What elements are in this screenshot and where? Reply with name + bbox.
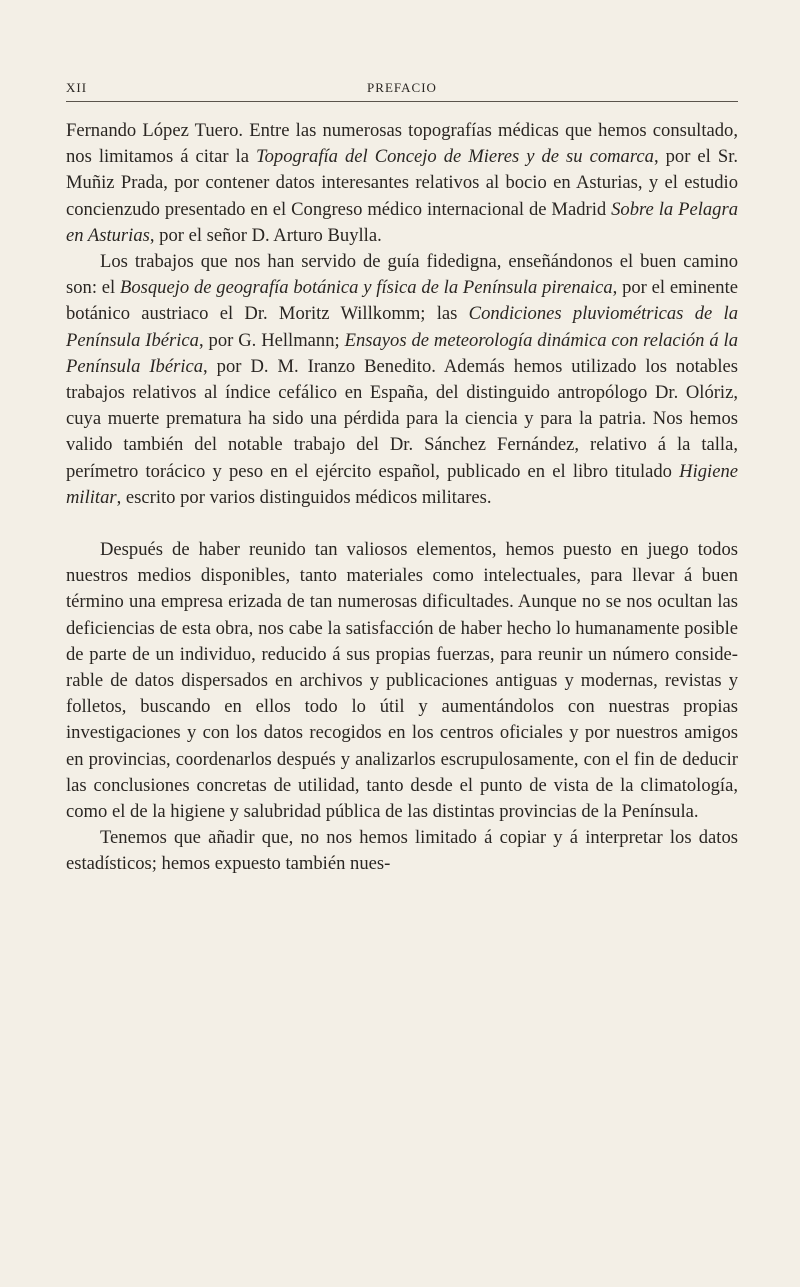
text-run: Fernando López Tuero. Entre las numerosas topografías médicas que hemos consultado, nos limitamos á citar la (66, 120, 738, 168)
text-run: , por G. Hellmann; (198, 329, 345, 351)
text-run: , por el señor D. Arturo Buylla. (149, 224, 382, 246)
text-run: , escrito por varios distinguidos médicos militares. (116, 486, 492, 508)
italic-title: Ensayos de meteorología dinámica con relación á la Península Ibérica (66, 329, 738, 377)
italic-title: Condiciones pluviométricas de la Península Ibérica (66, 303, 738, 351)
text-run: , por el eminente botánico austriaco el Dr. Moritz Willkomm; las (66, 277, 738, 325)
text-run: Después de haber reunido tan valiosos elementos, hemos puesto en juego todos nuestros medios disponibles, tanto materiales como intelectuales, para llevar á buen término una empresa erizada de tan numerosas dificultades. Aunque no se nos ocultan las deficiencias de esta obra, nos cabe la satisfacción de haber hecho lo humanamente posible de parte de un individuo, reducido á sus propias fuerzas, para reunir un número considerable de datos dispersados en archivos y publicaciones antiguas y modernas, revistas y folletos, buscando en ellos todo lo útil y aumentándolos con nuestras propias investigaciones y con los datos recogidos en los centros oficiales y por nuestros amigos en provincias, coordenarlos después y analizarlos escrupulosamente, con el fin de deducir las conclusiones concretas de utilidad, tanto desde el punto de vista de la climatología, como el de la higiene y salubridad pública de las distintas provincias de la Península. (66, 539, 738, 823)
header-rule (66, 101, 738, 102)
paragraph (66, 537, 738, 825)
text-run: Tenemos que añadir que, no nos hemos limitado á copiar y á interpretar los datos estadísticos; hemos expuesto también nues- (66, 827, 738, 875)
text-run: , por D. M. Iranzo Benedito. Además hemos utilizado los notables trabajos relativos al índice cefálico en España, del distinguido antropólogo Dr. Olóriz, cuya muerte prematura ha sido una pérdida para la ciencia y para la patria. Nos hemos valido también del notable trabajo del Dr. Sánchez Fernández, relativo á la talla, perímetro torácico y peso en el ejército español, publicado en el libro titulado (66, 355, 738, 482)
body-text (66, 118, 738, 878)
paragraph (66, 118, 738, 249)
paragraph (66, 825, 738, 877)
italic-title: Topografía del Concejo de Mieres y de su comarca (255, 146, 654, 168)
page-number: XII (66, 80, 88, 95)
italic-title: Higiene militar (66, 460, 738, 508)
italic-title: Bosquejo de geografía botánica y física de la Península pirenaica (119, 277, 613, 299)
running-title: PREFACIO (367, 80, 437, 95)
text-run: , por el Sr. Muñiz Prada, por contener datos interesantes relativos al bocio en Asturias, y el estudio concienzudo presentado en el Congreso médico internacional de Madrid (66, 146, 739, 220)
paragraph (66, 249, 738, 511)
text-run: Los trabajos que nos han servido de guía fidedigna, enseñándonos el buen camino son: el (66, 251, 738, 299)
italic-title: Sobre la Pelagra en Asturias (66, 198, 738, 246)
running-header (66, 80, 738, 100)
